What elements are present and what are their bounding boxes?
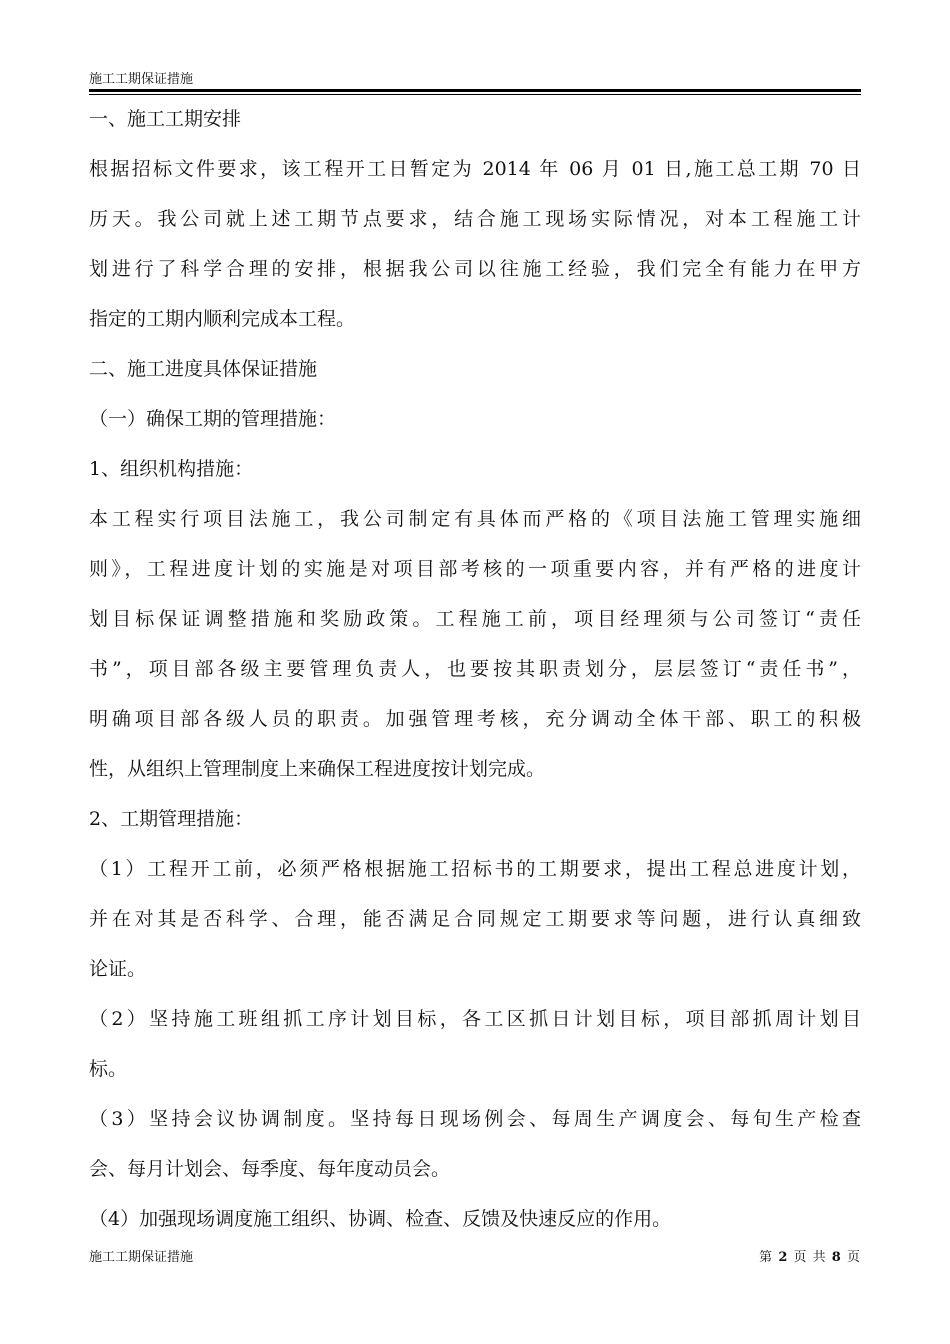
list-item-line: 论证。 [89,958,147,980]
document-body [89,94,861,1244]
page-header-title: 施工工期保证措施 [89,72,194,87]
page-number-total: 8 [831,1250,842,1265]
page-footer-title: 施工工期保证措施 [89,1250,194,1265]
section-heading-2: 二、施工进度具体保证措施 [89,358,318,380]
paragraph-line: 本工程实行项目法施工，我公司制定有具体而严格的《项目法施工管理实施细 [89,508,861,530]
paragraph-line: 明确项目部各级人员的职责。加强管理考核，充分调动全体干部、职工的积极 [89,708,861,730]
item-heading-1: 1、组织机构措施： [89,458,254,480]
list-item-line: （1）工程开工前，必须严格根据施工招标书的工期要求，提出工程总进度计划， [89,858,861,880]
paragraph-line: 则》，工程进度计划的实施是对项目部考核的一项重要内容，并有严格的进度计 [89,558,861,580]
list-item-line: 会、每月计划会、每季度、每年度动员会。 [89,1158,451,1180]
page-number-mid: 页 共 [793,1250,827,1265]
list-item-line: （3）坚持会议协调制度。坚持每日现场例会、每周生产调度会、每旬生产检查 [89,1108,861,1130]
section-heading-1: 一、施工工期安排 [89,108,242,130]
paragraph-line: 指定的工期内顺利完成本工程。 [89,308,356,330]
item-heading-2: 2、工期管理措施： [89,808,254,830]
page-number-current: 2 [778,1250,789,1265]
paragraph-line: 根据招标文件要求，该工程开工日暂定为 2014 年 06 月 01 日,施工总工期 70 日 [89,158,861,180]
list-item-line: （4）加强现场调度施工组织、协调、检查、反馈及快速反应的作用。 [89,1208,672,1230]
list-item-line: 并在对其是否科学、合理，能否满足合同规定工期要求等问题，进行认真细致 [89,908,861,930]
page-number-suffix: 页 [846,1250,861,1265]
paragraph-line: 书”，项目部各级主要管理负责人，也要按其职责划分，层层签订“责任书”， [89,658,861,680]
list-item-line: 标。 [89,1058,128,1080]
paragraph-line: 划进行了科学合理的安排，根据我公司以往施工经验，我们完全有能力在甲方 [89,258,861,280]
page-number-prefix: 第 [759,1250,774,1265]
list-item-line: （2）坚持施工班组抓工序计划目标，各工区抓日计划目标，项目部抓周计划目 [89,1008,861,1030]
subsection-heading: （一）确保工期的管理措施： [89,408,337,430]
page-number [759,1250,861,1266]
header-rule-thick [89,89,861,92]
paragraph-line: 历天。我公司就上述工期节点要求，结合施工现场实际情况，对本工程施工计 [89,208,861,230]
paragraph-line: 性，从组织上管理制度上来确保工程进度按计划完成。 [89,758,546,780]
paragraph-line: 划目标保证调整措施和奖励政策。工程施工前，项目经理须与公司签订“责任 [89,608,861,630]
